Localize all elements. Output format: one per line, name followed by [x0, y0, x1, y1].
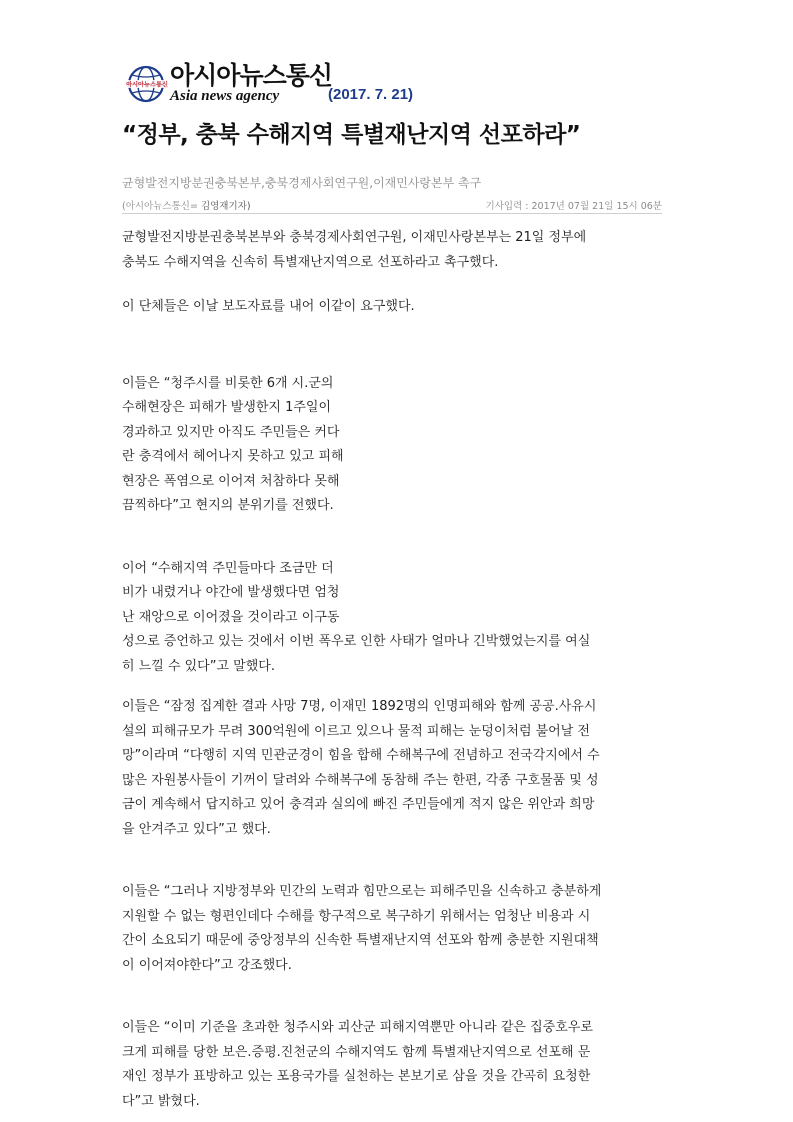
article-paragraph: 이어 “수해지역 주민들마다 조금만 더 비가 내렸거나 야간에 발생했다면 엄청 난 재앙으로 이어졌을 것이라고 이구동 성으로 증언하고 있는 것에서 이번 폭우로 인한 사태가 얼마나 긴박했었는지를 여실 히 느낄 수 있다”고 말했다. — [122, 560, 591, 674]
brand-name-korean: 아시아뉴스통신 — [170, 61, 333, 90]
article-body — [122, 226, 667, 1114]
article-byline — [122, 198, 251, 212]
article-paragraph: 이들은 “이미 기준을 초과한 청주시와 괴산군 피해지역뿐만 아니라 같은 집중호우로 크게 피해를 당한 보은.증평.진천군의 수해지역도 함께 특별재난지역으로 선포해 문 재인 정부가 표방하고 있는 포용국가를 실천하는 본보기로 삼을 것을 간곡히 요청한 다”고 밝혔다. — [122, 1020, 593, 1109]
byline-source: (아시아뉴스통신= — [122, 201, 201, 212]
article-headline: “정부, 충북 수해지역 특별재난지역 선포하라” — [122, 122, 581, 148]
publication-date: (2017. 7. 21) — [328, 86, 414, 103]
article-timestamp: 기사입력 : 2017년 07월 21일 15시 06분 — [485, 201, 662, 212]
masthead — [126, 62, 546, 106]
header-divider — [122, 213, 662, 214]
svg-text:아시아뉴스통신: 아시아뉴스통신 — [126, 81, 168, 89]
article-subtitle: 균형발전지방분권충북본부,충북경제사회연구원,이재민사랑본부 촉구 — [122, 176, 482, 190]
article-paragraph: 균형발전지방분권충북본부와 충북경제사회연구원, 이재민사랑본부는 21일 정부에 충북도 수해지역을 신속히 특별재난지역으로 선포하라고 촉구했다. — [122, 230, 587, 270]
article-paragraph: 이들은 “그러나 지방정부와 민간의 노력과 힘만으로는 피해주민을 신속하고 충분하게 지원할 수 없는 형편인데다 수해를 항구적으로 복구하기 위해서는 엄청난 비용과 시 간이 소요되기 때문에 중앙정부의 신속한 특별재난지역 선포와 함께 충분한 지원대책 이 이어져야한다”고 강조했다. — [122, 884, 602, 973]
article-paragraph: 이들은 “잠정 집계한 결과 사망 7명, 이재민 1892명의 인명피해와 함께 공공.사유시 설의 피해규모가 무려 300억원에 이르고 있으나 물적 피해는 눈덩이처럼 불어날 전 망”이라며 “다행히 지역 민관군경이 힘을 합해 수해복구에 전념하고 전국각지에서 수 많은 자원봉사들이 기꺼이 달려와 수해복구에 동참해 주는 한편, 각종 구호물품 및 성 금이 계속해서 답지하고 있어 충격과 실의에 빠진 주민들에게 적지 않은 위안과 희망 을 안겨주고 있다”고 했다. — [122, 699, 600, 837]
brand-name-english: Asia news agency — [170, 88, 280, 104]
article-paragraph: 이들은 “청주시를 비롯한 6개 시.군의 수해현장은 피해가 발생한지 1주일이 경과하고 있지만 아직도 주민들은 커다 란 충격에서 헤어나지 못하고 있고 피해 현장은 폭염으로 이어져 처참하다 못해 끔찍하다”고 현지의 분위기를 전했다. — [122, 375, 344, 513]
article-paragraph: 이 단체들은 이날 보도자료를 내어 이같이 요구했다. — [122, 299, 415, 314]
byline-reporter: 김영재기자) — [200, 201, 251, 212]
globe-logo-icon — [126, 64, 168, 104]
